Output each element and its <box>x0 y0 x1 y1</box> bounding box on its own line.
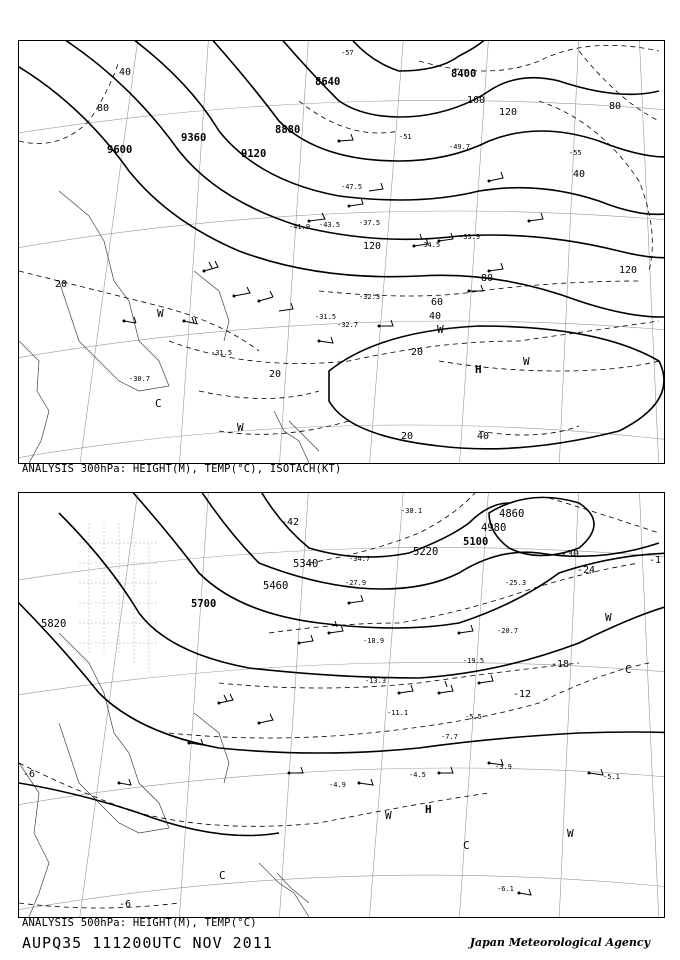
isotach-label: 40 <box>429 311 442 322</box>
height-label: 5820 <box>41 618 67 630</box>
map-300hpa <box>18 40 665 464</box>
map-500hpa-canvas <box>19 493 664 917</box>
warm-marker: W <box>605 611 612 624</box>
temp-label: -41.9 <box>289 223 311 231</box>
temp-label: -18.9 <box>363 637 385 645</box>
temp-label: -11.1 <box>387 709 409 717</box>
isotherm-label: -30 <box>561 549 580 560</box>
isotach-label: 60 <box>431 297 444 308</box>
wind-barbs <box>124 134 543 343</box>
height-label: 5220 <box>413 546 439 558</box>
warm-marker: W <box>157 307 164 320</box>
temp-label: -31.5 <box>315 313 337 321</box>
isotach-label: 80 <box>609 101 622 112</box>
station-dots <box>118 602 591 895</box>
temp-label: -47.5 <box>341 183 363 191</box>
temp-label: -4.5 <box>409 771 426 779</box>
temp-label: -25.3 <box>505 579 527 587</box>
height-label: 9600 <box>107 144 133 156</box>
height-label: 5700 <box>191 598 217 610</box>
isotach-label: 40 <box>119 67 132 78</box>
height-label: 4980 <box>481 522 507 534</box>
temp-label: -57 <box>341 49 354 57</box>
height-label: 5460 <box>263 580 289 592</box>
temp-label: -34.7 <box>349 555 371 563</box>
temp-label: -34.5 <box>419 241 441 249</box>
height-label: 8640 <box>315 76 341 88</box>
height-label: 8880 <box>275 124 301 136</box>
temp-label: -30.7 <box>129 375 151 383</box>
isotherm-label: -42 <box>281 517 300 528</box>
temp-label: -20.7 <box>497 627 519 635</box>
isotherm-label: -24 <box>577 565 596 576</box>
temp-label: -32.7 <box>337 321 359 329</box>
temp-label: -7.7 <box>441 733 458 741</box>
isotach-label: 160 <box>467 95 486 106</box>
wind-barbs <box>119 595 603 895</box>
isotach-label: 20 <box>411 347 424 358</box>
high-pressure-marker: H <box>425 803 432 816</box>
isotach-label: 20 <box>269 369 282 380</box>
temp-label: -38.1 <box>401 507 423 515</box>
temp-label: -32.3 <box>359 293 381 301</box>
height-label: 9120 <box>241 148 267 160</box>
isotherm-label: -1 <box>649 555 662 566</box>
height-label: 9360 <box>181 132 207 144</box>
temp-label: -31.5 <box>211 349 233 357</box>
warm-marker: W <box>437 323 444 336</box>
warm-marker: W <box>567 827 574 840</box>
isotach-label: 120 <box>499 107 518 118</box>
temp-label: -55 <box>569 149 582 157</box>
cold-marker: C <box>155 397 162 410</box>
height-label: 8400 <box>451 68 477 80</box>
temp-label: -5.5 <box>465 713 482 721</box>
temp-label: -19.5 <box>463 657 485 665</box>
height-contours <box>19 41 664 449</box>
issuer-name: Japan Meteorological Agency <box>469 936 650 949</box>
isotach-labels <box>55 67 637 442</box>
temp-label: -4.9 <box>329 781 346 789</box>
isotherm-label: -12 <box>513 689 532 700</box>
warm-marker: W <box>237 421 244 434</box>
temp-label: -13.3 <box>365 677 387 685</box>
cold-marker: C <box>625 663 632 676</box>
isotach-label: 80 <box>97 103 110 114</box>
isotach-label: 40 <box>477 431 490 442</box>
temp-label: -33.9 <box>459 233 481 241</box>
isotherm-label: -6 <box>119 899 132 910</box>
temp-label: -43.5 <box>319 221 341 229</box>
map-300hpa-canvas <box>19 41 664 463</box>
isotherm-label: -18 <box>551 659 570 670</box>
height-label: 4860 <box>499 508 525 520</box>
isotach-label: 80 <box>481 273 494 284</box>
warm-marker: W <box>523 355 530 368</box>
map-500hpa <box>18 492 665 918</box>
temp-label: -51 <box>399 133 412 141</box>
terrain-grid <box>79 523 159 673</box>
warm-marker: W <box>385 809 392 822</box>
isotherm-labels <box>23 517 661 910</box>
caption-300hpa: ANALYSIS 300hPa: HEIGHT(M), TEMP(°C), ISOTACH(KT) <box>22 463 342 475</box>
product-code: AUPQ35 111200UTC NOV 2011 <box>22 934 273 952</box>
temp-label: -6.1 <box>497 885 514 893</box>
height-labels <box>107 68 476 160</box>
isotach-label: 20 <box>55 279 68 290</box>
isotach-label: 120 <box>363 241 382 252</box>
cold-marker: C <box>463 839 470 852</box>
isotherm-label: -6 <box>23 769 36 780</box>
isotach-label: 120 <box>619 265 638 276</box>
isotach-label: 20 <box>401 431 414 442</box>
temp-label: -27.9 <box>345 579 367 587</box>
cold-marker: C <box>219 869 226 882</box>
temp-label: -37.5 <box>359 219 381 227</box>
temp-label: -5.1 <box>603 773 620 781</box>
high-pressure-marker: H <box>475 363 482 376</box>
caption-500hpa: ANALYSIS 500hPa: HEIGHT(M), TEMP(°C) <box>22 917 257 929</box>
graticule <box>19 41 664 463</box>
height-label: 5100 <box>463 536 489 548</box>
height-label: 5340 <box>293 558 319 570</box>
temp-label: -3.9 <box>495 763 512 771</box>
isotach-label: 40 <box>573 169 586 180</box>
temp-label: -49.7 <box>449 143 471 151</box>
